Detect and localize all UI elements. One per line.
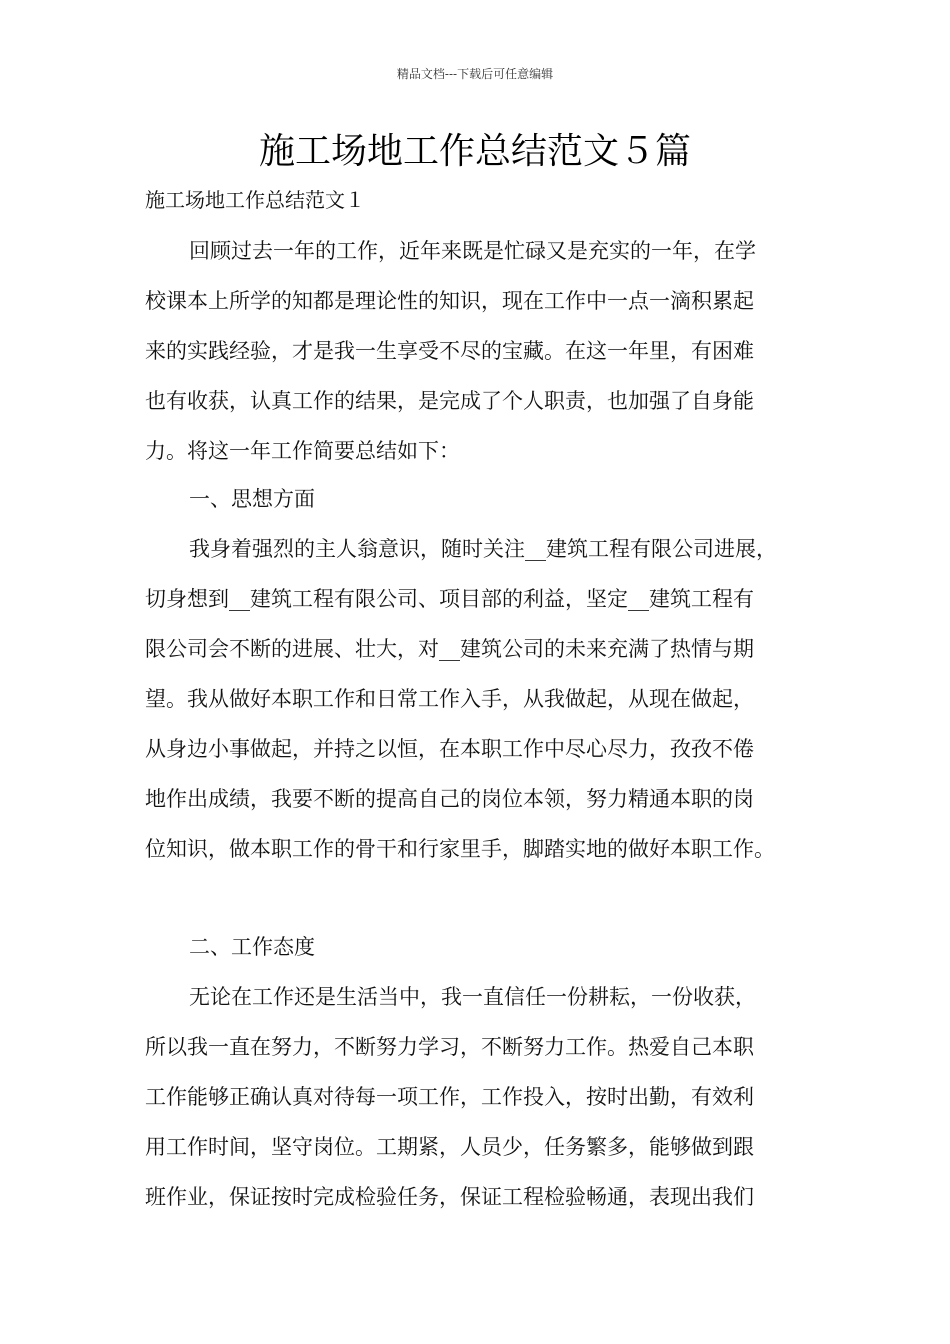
text-line: 也有收获，认真工作的结果，是完成了个人职责，也加强了自身能 [145,389,754,413]
text-line: 来的实践经验，才是我一生享受不尽的宝藏。在这一年里，有困难 [145,339,754,363]
text-line: 望。我从做好本职工作和日常工作入手，从我做起，从现在做起， [145,687,754,711]
text-line: 限公司会不断的进展、壮大，对__建筑公司的未来充满了热情与期 [145,637,754,661]
text-line: 从身边小事做起，并持之以恒，在本职工作中尽心尽力，孜孜不倦 [145,737,754,761]
text-line: 校课本上所学的知都是理论性的知识，现在工作中一点一滴积累起 [145,289,754,313]
header-note: 精品文档---下载后可任意编辑 [396,67,554,81]
document-subtitle: 施工场地工作总结范文１ [145,188,365,212]
section-heading-label: 二、工作态度 [189,935,315,959]
document-title: 施工场地工作总结范文５篇 [258,131,691,172]
section-heading-thought [145,474,810,524]
text-line: 班作业，保证按时完成检验任务，保证工程检验畅通，表现出我们 [145,1185,754,1209]
section-heading-label: 一、思想方面 [189,487,315,511]
text-line: 回顾过去一年的工作，近年来既是忙碌又是充实的一年，在学 [189,239,756,263]
text-line: 无论在工作还是生活当中，我一直信任一份耕耘，一份收获， [189,985,756,1009]
text-line: 我身着强烈的主人翁意识，随时关注__建筑工程有限公司进展， [189,537,777,561]
text-line: 切身想到__建筑工程有限公司、项目部的利益，坚定__建筑工程有 [145,587,754,611]
text-line: 用工作时间，坚守岗位。工期紧，人员少，任务繁多，能够做到跟 [145,1135,754,1159]
paragraph-thought [145,524,810,874]
text-line: 力。将这一年工作简要总结如下： [145,439,460,463]
text-line: 位知识，做本职工作的骨干和行家里手，脚踏实地的做好本职工作。 [145,837,775,861]
text-line: 地作出成绩，我要不断的提高自己的岗位本领，努力精通本职的岗 [145,787,754,811]
text-line: 工作能够正确认真对待每一项工作，工作投入，按时出勤，有效利 [145,1085,754,1109]
section-heading-attitude [145,922,810,972]
paragraph-intro [145,226,810,476]
paragraph-attitude [145,972,810,1222]
text-line: 所以我一直在努力，不断努力学习，不断努力工作。热爱自己本职 [145,1035,754,1059]
